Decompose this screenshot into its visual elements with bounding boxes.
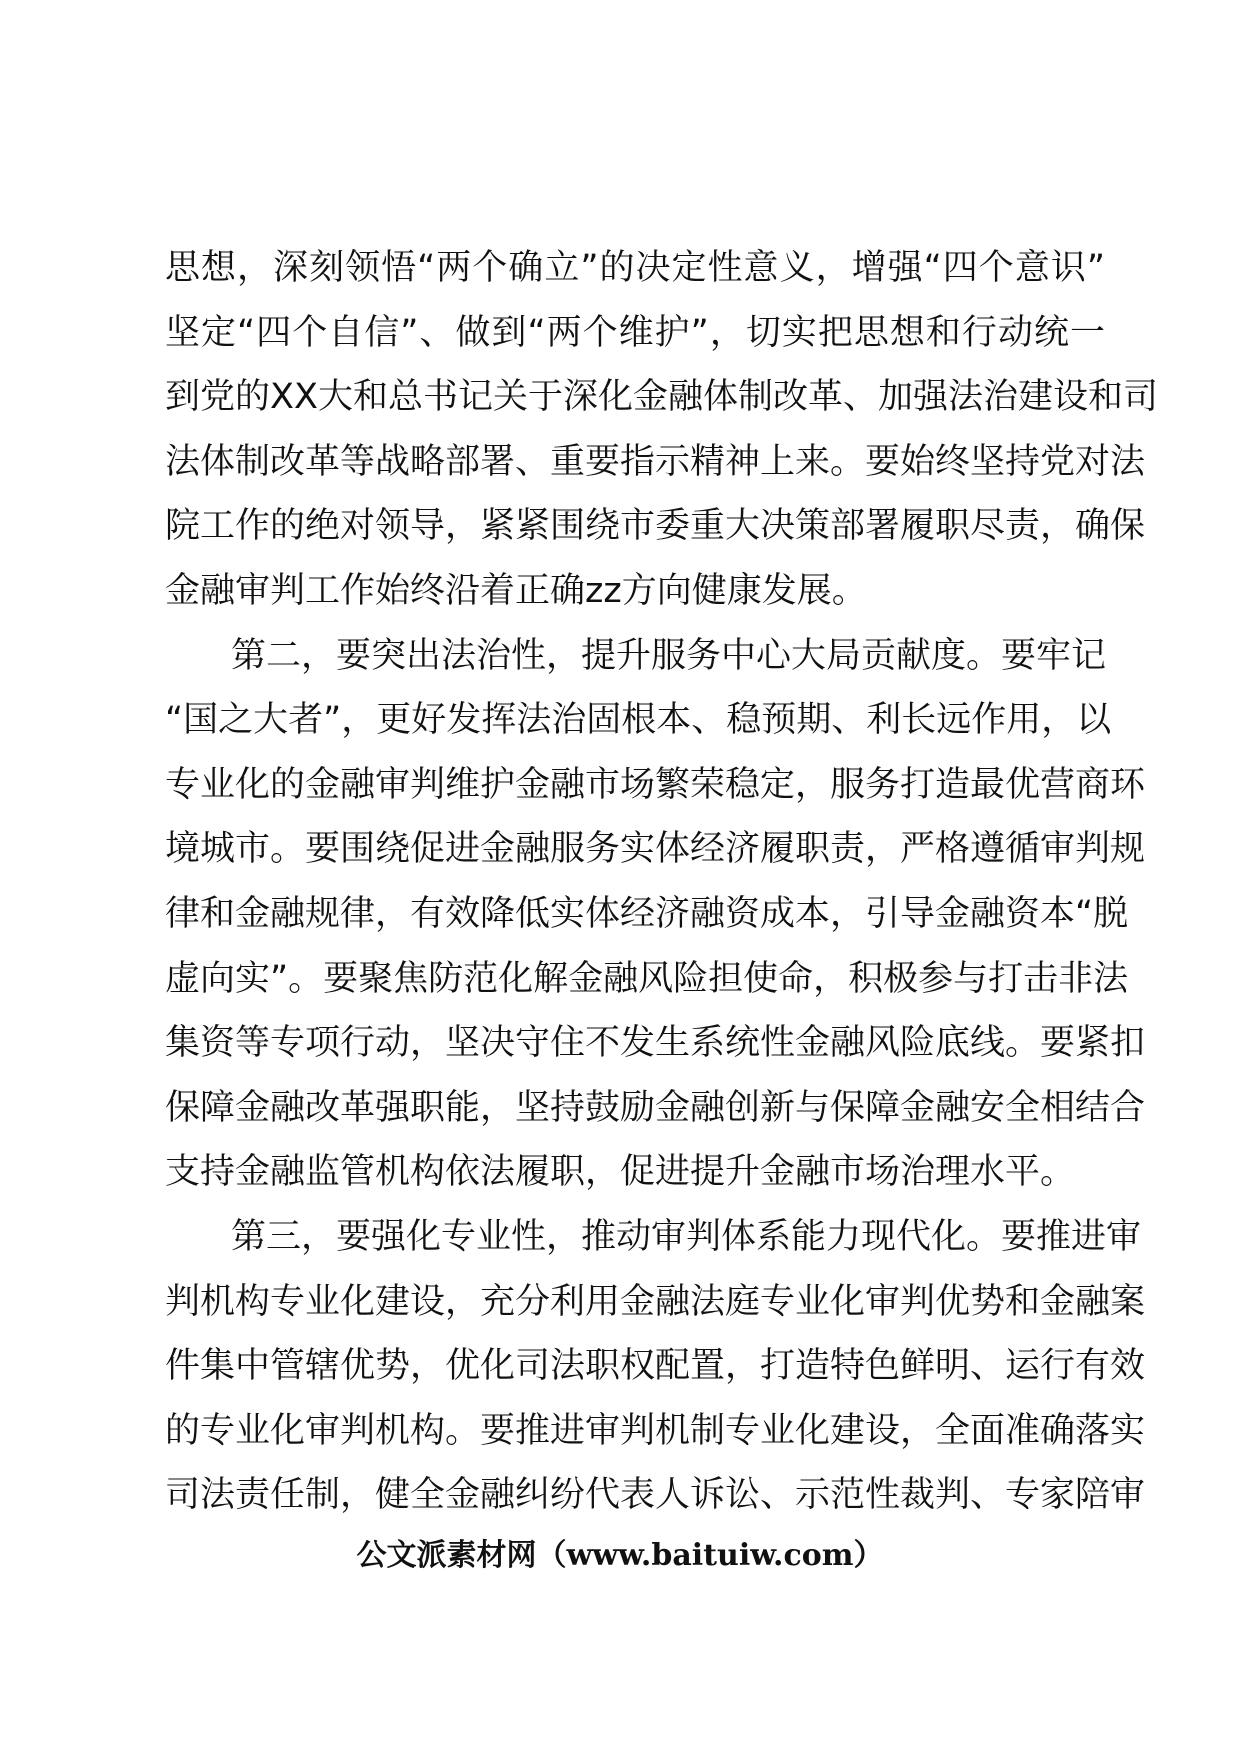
- text-line: 金融审判工作始终沿着正确zz方向健康发展。: [165, 570, 867, 611]
- text-line: 的专业化审判机构。要推进审判机制专业化建设，全面准确落实: [165, 1410, 1146, 1451]
- text-line: 律和金融规律，有效降低实体经济融资成本，引导金融资本“脱: [165, 893, 1129, 934]
- text-line: 判机构专业化建设，充分利用金融法庭专业化审判优势和金融案: [165, 1281, 1146, 1322]
- text-line: 到党的XX大和总书记关于深化金融体制改革、加强法治建设和司: [165, 377, 1158, 418]
- text-line: 专业化的金融审判维护金融市场繁荣稳定，服务打造最优营商环: [165, 764, 1146, 805]
- paragraph-first-line: 第三，要强化专业性，推动审判体系能力现代化。要推进审: [231, 1216, 1142, 1257]
- text-line: “国之大者”，更好发挥法治固根本、稳预期、利长远作用，以: [165, 700, 1112, 741]
- text-line: 院工作的绝对领导，紧紧围绕市委重大决策部署履职尽责，确保: [165, 506, 1146, 547]
- text-line: 境城市。要围绕促进金融服务实体经济履职责，严格遵循审判规: [165, 829, 1146, 870]
- text-line: 保障金融改革强职能，坚持鼓励金融创新与保障金融安全相结合: [165, 1087, 1146, 1128]
- text-line: 坚定“四个自信”、做到“两个维护”，切实把思想和行动统一: [165, 312, 1105, 353]
- text-line: 件集中管辖优势，优化司法职权配置，打造特色鲜明、运行有效: [165, 1346, 1146, 1387]
- text-line: 虚向实”。要聚焦防范化解金融风险担使命，积极参与打击非法: [165, 958, 1129, 999]
- text-line: 集资等专项行动，坚决守住不发生系统性金融风险底线。要紧扣: [165, 1023, 1146, 1064]
- paragraph-first-line: 第二，要突出法治性，提升服务中心大局贡献度。要牢记: [231, 635, 1107, 676]
- footer-source: 公文派素材网（www.baituiw.com）: [356, 1538, 884, 1573]
- text-line: 法体制改革等战略部署、重要指示精神上来。要始终坚持党对法: [165, 441, 1146, 482]
- text-line: 思想，深刻领悟“两个确立”的决定性意义，增强“四个意识”: [165, 248, 1105, 288]
- text-line: 司法责任制，健全金融纠纷代表人诉讼、示范性裁判、专家陪审: [165, 1475, 1146, 1516]
- document-body: [165, 236, 1158, 1528]
- text-line: 支持金融监管机构依法履职，促进提升金融市场治理水平。: [165, 1152, 1076, 1193]
